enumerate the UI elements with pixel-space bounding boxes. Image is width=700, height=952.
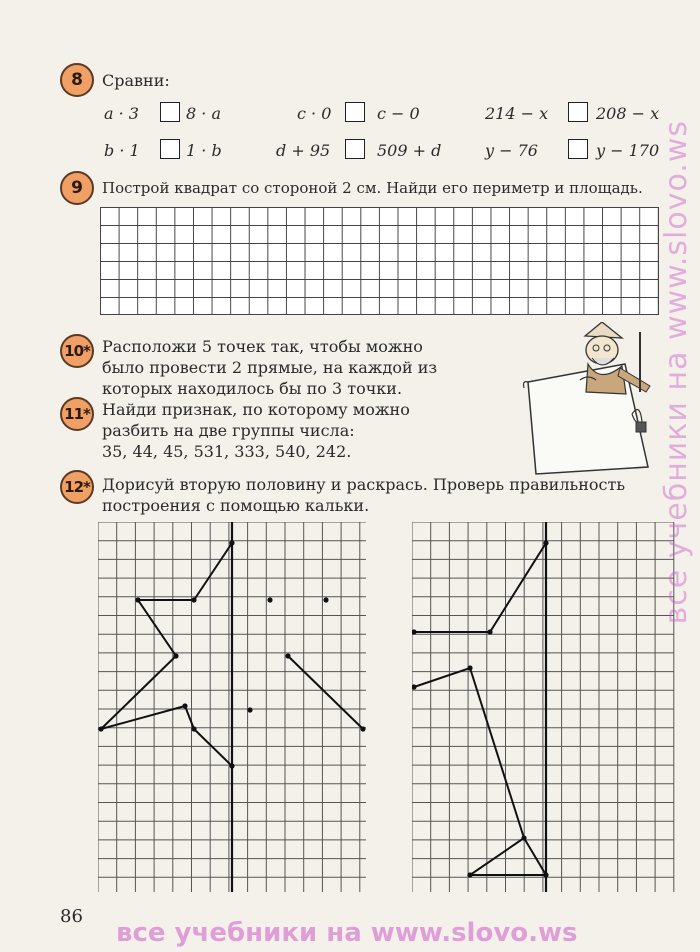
task-11-line: Найди признак, по которому можно xyxy=(102,400,410,419)
compare-left: 214 − x xyxy=(485,104,549,123)
task-10-line: которых находилось бы по 3 точки. xyxy=(102,379,403,398)
task-8-badge: 8 xyxy=(60,63,94,97)
task-11-line: разбить на две группы числа: xyxy=(102,421,355,440)
scribe-illustration xyxy=(500,322,670,482)
left-symmetry-grid[interactable] xyxy=(98,522,370,892)
task-9-grid[interactable] xyxy=(100,207,659,315)
task-12-badge: 12* xyxy=(60,470,94,504)
task-10-line: было провести 2 прямые, на каждой из xyxy=(102,358,438,377)
compare-left: b · 1 xyxy=(104,141,140,160)
task-10-badge: 10* xyxy=(60,334,94,368)
compare-left: d + 95 xyxy=(276,141,331,160)
task-9-text: Построй квадрат со стороной 2 см. Найди его периметр и площадь. xyxy=(102,179,643,197)
bottom-watermark: все учебники на www.slovo.ws xyxy=(116,918,578,948)
compare-box[interactable] xyxy=(568,139,588,159)
task-12-line: Дорисуй вторую половину и раскрась. Проверь правильность xyxy=(102,475,626,494)
side-watermark: все учебники на www.slovo.ws xyxy=(659,120,694,625)
compare-right: 509 + d xyxy=(377,141,442,160)
task-12-line: построения с помощью кальки. xyxy=(102,496,370,515)
compare-left: c · 0 xyxy=(297,104,332,123)
compare-left: y − 76 xyxy=(485,141,538,160)
right-symmetry-grid[interactable] xyxy=(412,522,676,892)
compare-right: y − 170 xyxy=(596,141,660,160)
task-10-line: Расположи 5 точек так, чтобы можно xyxy=(102,337,423,356)
page-number: 86 xyxy=(60,906,83,927)
compare-box[interactable] xyxy=(345,102,365,122)
compare-right: 208 − x xyxy=(596,104,660,123)
task-11-numbers: 35, 44, 45, 531, 333, 540, 242. xyxy=(102,442,352,461)
task-8-title: Сравни: xyxy=(102,71,170,90)
compare-right: c − 0 xyxy=(377,104,420,123)
compare-right: 8 · a xyxy=(186,104,221,123)
compare-box[interactable] xyxy=(345,139,365,159)
task-9-badge: 9 xyxy=(60,171,94,205)
compare-left: a · 3 xyxy=(104,104,139,123)
compare-box[interactable] xyxy=(160,139,180,159)
compare-box[interactable] xyxy=(160,102,180,122)
compare-box[interactable] xyxy=(568,102,588,122)
task-11-badge: 11* xyxy=(60,397,94,431)
compare-right: 1 · b xyxy=(186,141,222,160)
